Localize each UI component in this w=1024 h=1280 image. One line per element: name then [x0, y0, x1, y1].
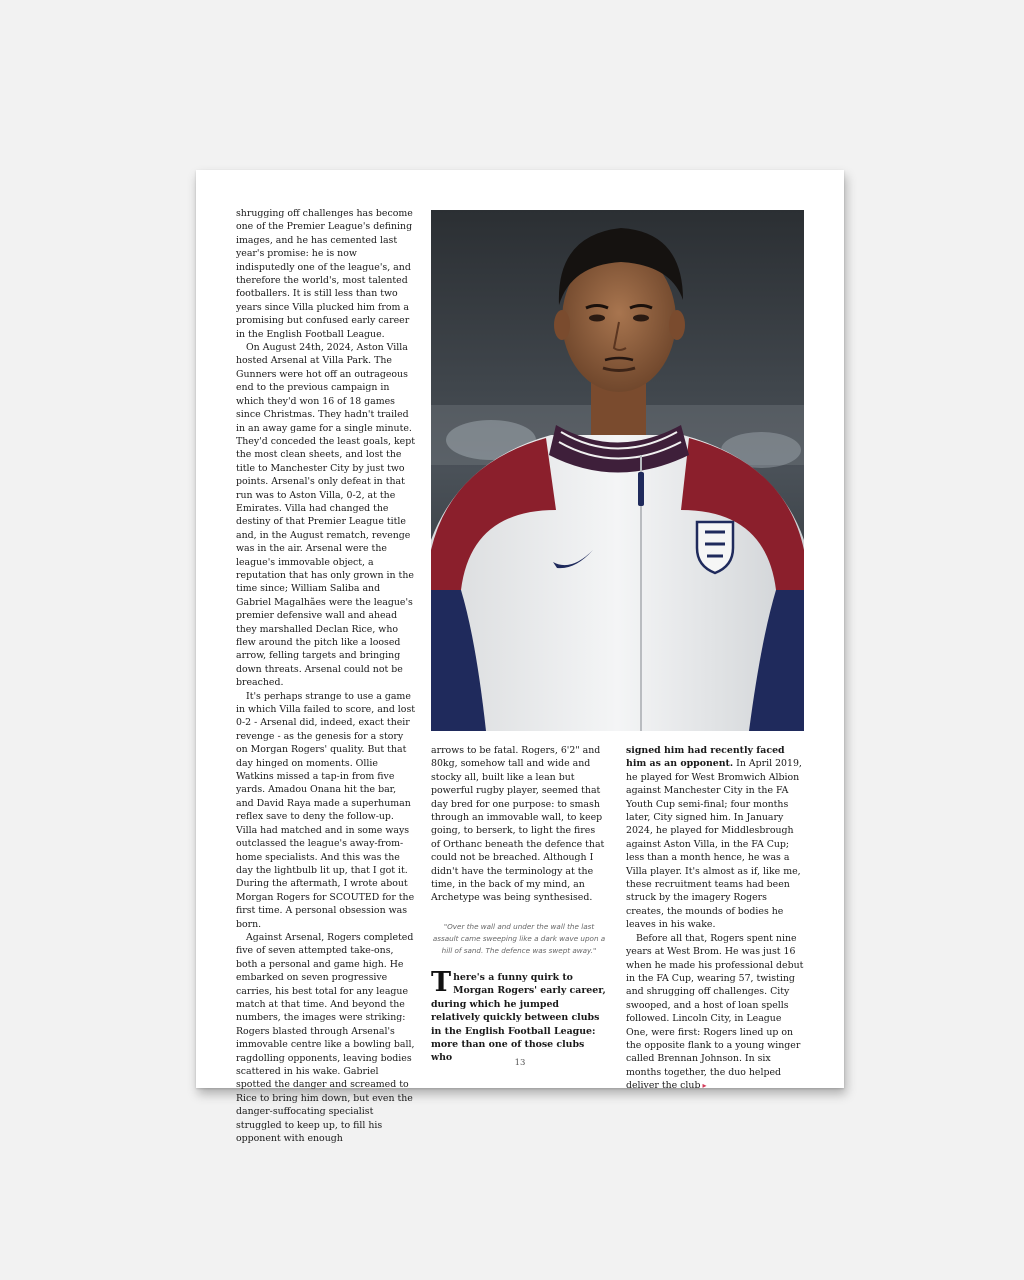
pull-quote: "Over the wall and under the wall the last assault came sweeping like a dark wave upon a hill of sand. The defence was swept away."	[432, 921, 606, 955]
player-portrait-illustration	[431, 210, 804, 731]
page-number: 13	[514, 1058, 526, 1068]
text-column-2	[431, 744, 607, 1065]
text-column-3	[626, 744, 806, 1093]
paragraph: It's perhaps strange to use a game in which Villa failed to score, and lost 0-2 - Arsenal did, indeed, exact their revenge - as the genesis for a story on Morgan Rogers' quality. But that day hinged on moments. Ollie Watkins missed a tap-in from five yards. Amadou Onana hit the bar, and David Raya made a superhuman reflex save to deny the follow-up. Villa had matched and in some ways outclassed the league's away-from-home specialists. And this was the day the lightbulb lit up, that I got it. During the aftermath, I wrote about Morgan Rogers for SCOUTED for the first time. A personal obsession was born.	[236, 690, 416, 930]
paragraph: arrows to be fatal. Rogers, 6'2" and 80kg, somehow tall and wide and stocky all, built like a lean but powerful rugby player, seemed that day bred for one purpose: to smash through an immovable wall, to keep going, to berserk, to light the fires of Orthanc beneath the defence that could not be breached. Although I didn't have the terminology at the time, in the back of my mind, an Archetype was being synthesised.	[431, 745, 605, 904]
player-photo	[431, 210, 804, 731]
lead-continuation: signed him had recently faced him as an opponent.	[626, 745, 785, 770]
paragraph: shrugging off challenges has become one of the Premier League's defining images, and he has cemented last year's promise: he is now indisputedly one of the league's, and therefore the world's, most talented footballers. It is still less than two years since Villa plucked him from a promising but confused early career in the English Football League.	[236, 208, 413, 340]
drop-cap: T	[431, 966, 452, 998]
lead-text: here's a funny quirk to Morgan Rogers' early career, during which he jumped relatively quickly between clubs in the English Football League: more than one of those clubs who	[431, 971, 606, 1064]
paragraph: Against Arsenal, Rogers completed five of seven attempted take-ons, both a personal and game high. He embarked on seven progressive carries, his best total for any league match at that time. And beyond the numbers, the images were striking: Rogers blasted through Arsenal's immovable centre like a bowling ball, ragdolling opponents, leaving bodies scattered in his wake. Gabriel spotted the danger and screamed to Rice to bring him down, but even the danger-suffocating specialist struggled to keep up, to fill his opponent with enough	[236, 931, 415, 1145]
england-crest-icon	[697, 522, 733, 573]
paragraph	[626, 744, 806, 932]
paragraph-text: In April 2019, he played for West Bromwich Albion against Manchester City in the FA Youth Cup semi-final; four months later, City signed him. In January 2024, he played for Middlesbrough against Aston Villa, in the FA Cup; less than a month hence, he was a Villa player. It's almost as if, like me, these recruitment teams had been struck by the imagery Rogers creates, the mounds of bodies he leaves in his wake.	[626, 758, 802, 931]
paragraph: On August 24th, 2024, Aston Villa hosted Arsenal at Villa Park. The Gunners were hot off an outrageous end to the previous campaign in which they'd won 16 of 18 games since Christmas. They hadn't trailed in an away game for a single minute. They'd conceded the least goals, kept the most clean sheets, and lost the title to Manchester City by just two points. Arsenal's only defeat in that run was to Aston Villa, 0-2, at the Emirates. Villa had changed the destiny of that Premier League title and, in the August rematch, revenge was in the air. Arsenal were the league's immovable object, a reputation that has only grown in the time since; William Saliba and Gabriel Magalhães were the league's premier defensive wall and ahead they marshalled Declan Rice, who flew around the pitch like a loosed arrow, felling targets and bringing down threats. Arsenal could not be breached.	[236, 342, 415, 689]
section-lead-paragraph	[431, 966, 607, 1065]
continue-arrow-icon: ▸	[702, 1081, 707, 1091]
magazine-page	[196, 170, 844, 1145]
paragraph	[626, 932, 806, 1093]
paragraph-text: Before all that, Rogers spent nine years at West Brom. He was just 16 when he made his professional debut in the FA Cup, wearing 57, twisting and shrugging off challenges. City swooped, and a host of loan spells followed. Lincoln City, in League One, were first: Rogers lined up on the opposite flank to a young winger called Brennan Johnson. In six months together, the duo helped deliver the club	[626, 932, 804, 1092]
text-column-1	[236, 207, 416, 1145]
